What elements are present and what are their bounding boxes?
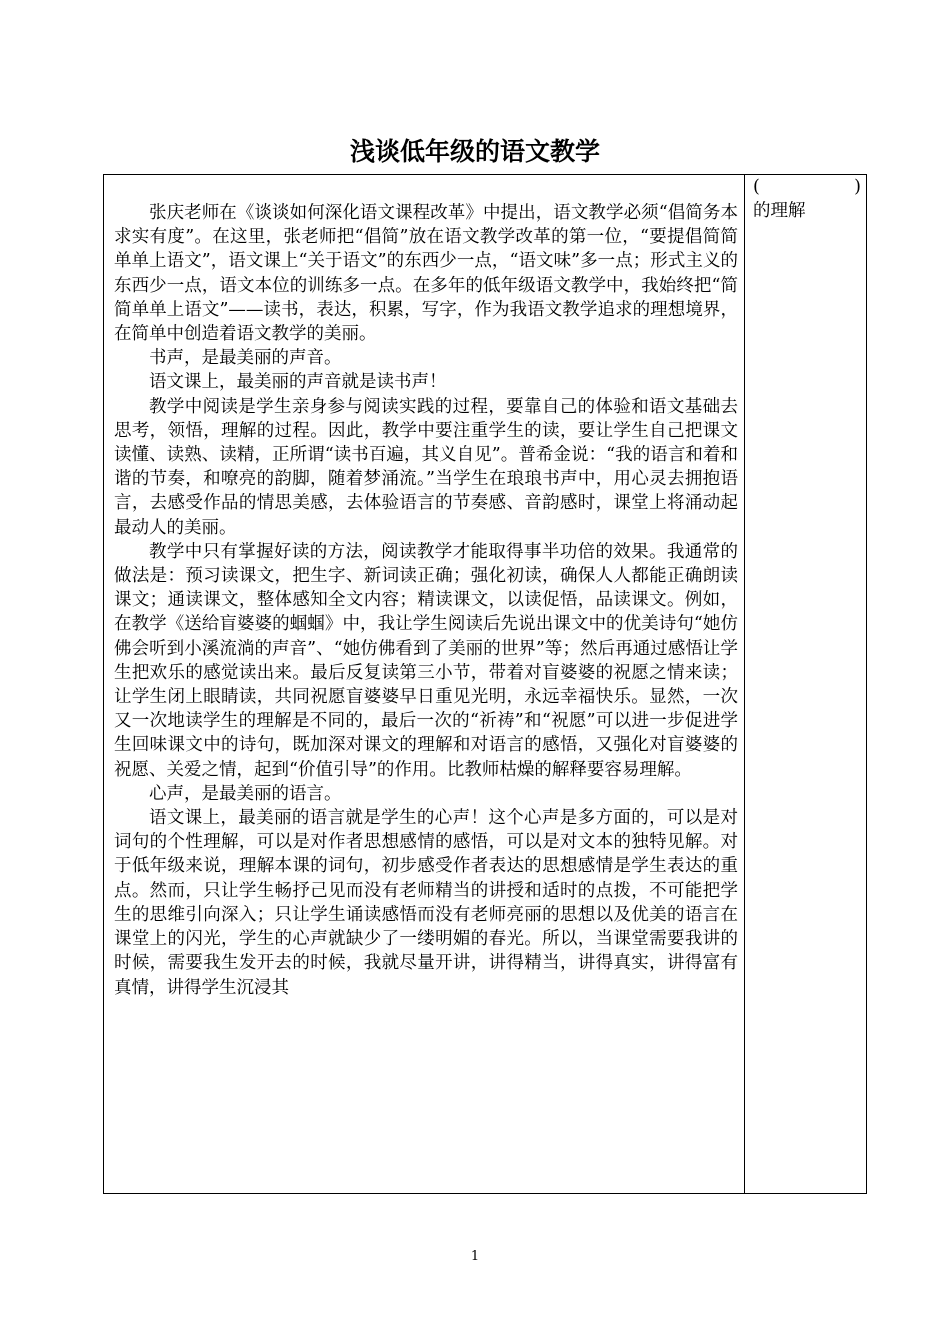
column-divider [744, 175, 745, 1193]
open-paren: ( [753, 177, 760, 197]
paragraph: 心声，是最美丽的语言。 [149, 783, 342, 804]
page-number: 1 [470, 1249, 480, 1264]
main-text-cell [114, 201, 738, 1000]
paragraph: 教学中阅读是学生亲身参与阅读实践的过程，要靠自己的体验和语文基础去思考，领悟，理解的过程。因此，教学中要注重学生的读，要让学生自己把课文读懂、读熟、读精，正所谓“读书百遍，其义自见”。普希金说：“我的语言和着和谐的节奏，和嘹亮的韵脚，随着梦涌流。”当学生在琅琅书声中，用心灵去拥抱语言，去感受作品的情思美感，去体验语言的节奏感、音韵感时，课堂上将涌动起最动人的美丽。 [114, 396, 738, 538]
paragraph: 语文课上，最美丽的语言就是学生的心声！这个心声是多方面的，可以是对词句的个性理解，可以是对作者思想感情的感悟，可以是对文本的独特见解。对于低年级来说，理解本课的词句，初步感受作者表达的思想感情是学生表达的重点。然而，只让学生畅抒己见而没有老师精当的讲授和适时的点拨，不可能把学生的思维引向深入；只让学生诵读感悟而没有老师亮丽的思想以及优美的语言在课堂上的闪光，学生的心声就缺少了一缕明媚的春光。所以，当课堂需要我讲的时候，需要我生发开去的时候，我就尽量开讲，讲得精当，讲得真实，讲得富有真情，讲得学生沉浸其 [114, 808, 738, 998]
side-note-brackets [753, 175, 861, 199]
paragraph: 张庆老师在《谈谈如何深化语文课程改革》中提出，语文教学必须“倡简务本求实有度”。在这里，张老师把“倡简”放在语文教学改革的第一位，“要提倡简简单单上语文”，语文课上“关于语文”的东西少一点，“语文味”多一点；形式主义的东西少一点，语文本位的训练多一点。在多年的低年级语文教学中，我始终把“简简单单上语文”——读书，表达，积累，写字，作为我语文教学追求的理想境界，在简单中创造着语文教学的美丽。 [114, 203, 738, 345]
content-table [103, 174, 867, 1194]
side-note-cell [753, 175, 861, 223]
paragraph: 语文课上，最美丽的声音就是读书声！ [149, 372, 447, 393]
document-title: 浅谈低年级的语文教学 [349, 137, 600, 166]
close-paren: ) [854, 177, 861, 197]
side-note-text: 的理解 [753, 201, 806, 221]
paragraph: 教学中只有掌握好读的方法，阅读教学才能取得事半功倍的效果。我通常的做法是：预习读课文，把生字、新词读正确；强化初读，确保人人都能正确朗读课文；通读课文，整体感知全文内容；精读课文，以读促悟，品读课文。例如，在教学《送给盲婆婆的蝈蝈》中，我让学生阅读后先说出课文中的优美诗句“她仿佛会听到小溪流淌的声音”、“她仿佛看到了美丽的世界”等；然后再通过感悟让学生把欢乐的感觉读出来。最后反复读第三小节，带着对盲婆婆的祝愿之情来读；让学生闭上眼睛读，共同祝愿盲婆婆早日重见光明，永远幸福快乐。显然，一次又一次地读学生的理解是不同的，最后一次的“祈祷”和“祝愿”可以进一步促进学生回味课文中的诗句，既加深对课文的理解和对语言的感悟，又强化对盲婆婆的祝愿、关爱之情，起到“价值引导”的作用。比教师枯燥的解释要容易理解。 [114, 541, 738, 780]
paragraph: 书声，是最美丽的声音。 [149, 348, 342, 369]
